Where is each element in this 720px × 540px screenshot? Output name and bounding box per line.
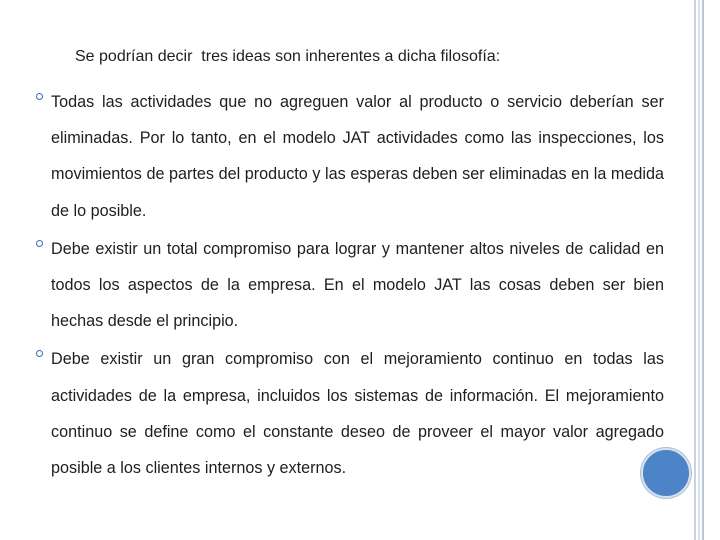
border-line [694,0,696,540]
right-border-decoration [694,0,704,540]
bullet-text: Debe existir un total compromiso para lograr y mantener altos niveles de calidad en todos los aspectos de la empresa. En el modelo JAT las cosas deben ser bien hechas desde el principio. [51,239,664,331]
list-item [36,84,664,229]
border-line [702,0,704,540]
list-item [36,231,664,340]
intro-text: Se podrían decir tres ideas son inherentes a dicha filosofía: [75,48,501,65]
bullet-text: Todas las actividades que no agreguen valor al producto o servicio deberían ser eliminadas. Por lo tanto, en el modelo JAT actividades como las inspecciones, los movimientos de partes del producto y las esperas deben ser eliminadas en la medida de lo posible. [51,93,664,220]
bullet-text: Debe existir un gran compromiso con el mejoramiento continuo en todas las actividades de la empresa, incluidos los sistemas de información. El mejoramiento continuo se define como el constante deseo de proveer el mayor valor agregado posible a los clientes internos y externos. [51,350,664,478]
hollow-circle-bullet-icon [36,93,43,100]
bullet-list [36,84,664,486]
border-line [698,0,700,540]
list-item [36,341,664,486]
blue-circle-decoration-icon [641,448,691,498]
hollow-circle-bullet-icon [36,240,43,247]
hollow-circle-bullet-icon [36,350,43,357]
